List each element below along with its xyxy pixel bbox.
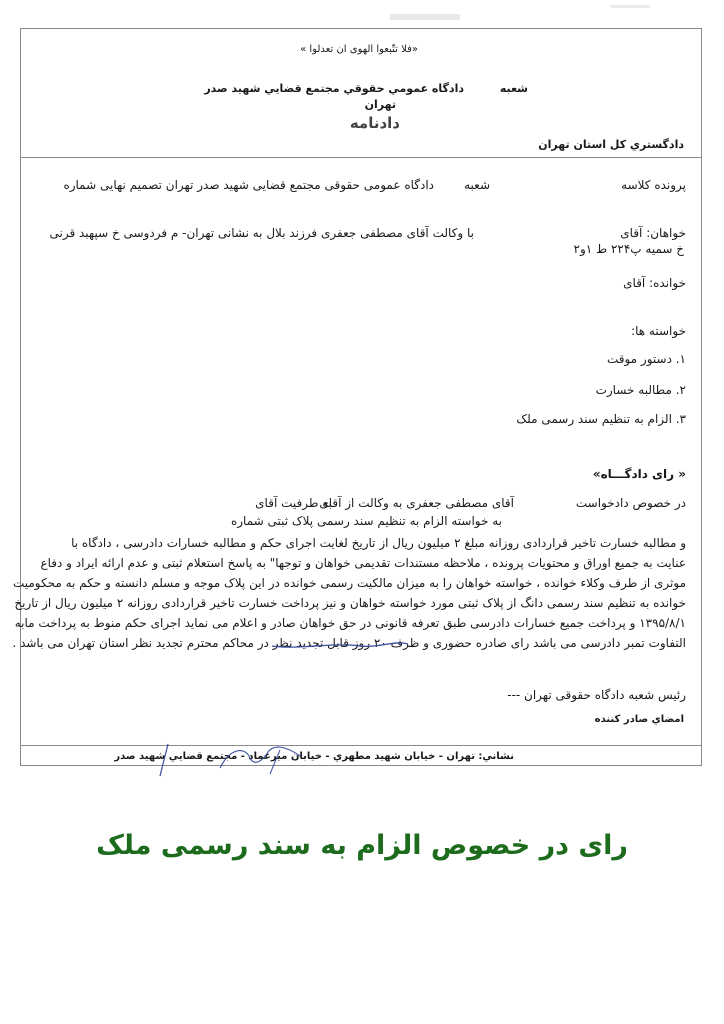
plaintiff-representative: با وکالت آقای مصطفی جعفری فرزند بلال به نشانی تهران- م فردوسی خ سپهبد قرنی (49, 226, 474, 240)
court-president: رئیس شعبه دادگاه حقوقی تهران --- (507, 688, 686, 702)
defendant-label: خوانده: آقای (623, 276, 686, 290)
verdict-line-6: خوانده به تنظیم سند رسمی دانگ از پلاک ثبتی مورد خواسته خواهان و نیز پرداخت خسارت تاخیر قراردادی روزانه ۲ میلیون ریال از تاریخ (14, 596, 686, 610)
verdict-line-1c: به طرفیت آقای (255, 496, 332, 510)
verdict-line-1a: در خصوص دادخواست (575, 496, 686, 510)
verdict-heading: « رای دادگـــاه» (592, 467, 686, 481)
province-court: دادگستري كل استان تهران (538, 138, 684, 151)
claim-item: ۱. دستور موقت (606, 352, 686, 366)
header-branch-label: شعبه (499, 82, 528, 95)
document-title: دادنامه (349, 114, 400, 132)
verdict-line-2: به خواسته الزام به تنظیم سند رسمی پلاک ثبتی شماره (230, 514, 502, 528)
court-decision-line: دادگاه عمومی حقوقی مجتمع قضایی شهید صدر تهران تصمیم نهایی شماره (63, 178, 434, 192)
claim-item: ۲. مطالبه خسارت (595, 383, 686, 397)
signatory-label: امضاي صادر كننده (594, 714, 684, 725)
claim-item: ۳. الزام به تنظیم سند رسمی ملک (516, 412, 686, 426)
verdict-line-3: و مطالبه خسارت تاخیر قراردادی روزانه مبلغ ۲ میلیون ریال از تاریخ لغایت اجرای حکم و مطالبه خسارات دادرسی ، دادگاه با (71, 536, 686, 550)
header-city: تهران (364, 98, 396, 111)
verdict-line-5: موثری از طرف وکلاء خوانده ، خواسته خواهان را به میزان مالکیت رسمی خوانده در این پلاک موجه و مسلم دانسته و حکم به محکومیت (12, 576, 686, 590)
verdict-line-8: التفاوت تمبر دادرسی می باشد رای صادره حضوری و ظرف ۲۰ روز قابل تجدید نظر در محاکم محترم تجدید نظر استان تهران می باشد . (12, 636, 686, 650)
footer-divider (20, 745, 702, 746)
verdict-line-1b: آقای مصطفی جعفری به وکالت از آقای (319, 496, 514, 510)
verdict-line-7: ۱۳۹۵/۸/۱ و پرداخت جمیع خسارات دادرسی طبق تعرفه قانونی در حق خواهان صادر و اعلام می نماید اجرای حکم منوط به پرداخت مابه (14, 616, 686, 630)
header-verse: «فلا تتّبعوا الهوی ان تعدلوا » (300, 44, 418, 55)
plaintiff-address: خ سمیه پ۲۲۴ ط ۱و۲ (573, 242, 684, 256)
pen-underline-mark (270, 628, 410, 658)
verdict-line-4: عنایت به جمیع اوراق و محتویات پرونده ، ملاحظه مستندات تقدیمی خواهان و توجها" به پاسخ استعلام ثبتی و عدم ارائه ایراد و دفاع (40, 556, 686, 570)
branch-word: شعبه (464, 178, 490, 192)
scan-smudge (610, 5, 650, 8)
header-divider (20, 157, 702, 158)
plaintiff-label: خواهان: آقای (620, 226, 686, 240)
header-court-name: دادگاه عمومي حقوقي مجتمع قضايي شهيد صدر (204, 82, 464, 95)
scan-smudge (390, 14, 460, 20)
claims-heading: خواسته ها: (631, 324, 686, 338)
footer-address: نشاني: تهران - خيابان شهيد مطهري - خيابان ميرعماد - مجتمع قضايي شهيد صدر (114, 751, 514, 762)
file-class-label: پرونده كلاسه (621, 178, 686, 192)
page-caption: رای در خصوص الزام به سند رسمی ملک (96, 830, 628, 861)
handwritten-signature (150, 738, 320, 778)
